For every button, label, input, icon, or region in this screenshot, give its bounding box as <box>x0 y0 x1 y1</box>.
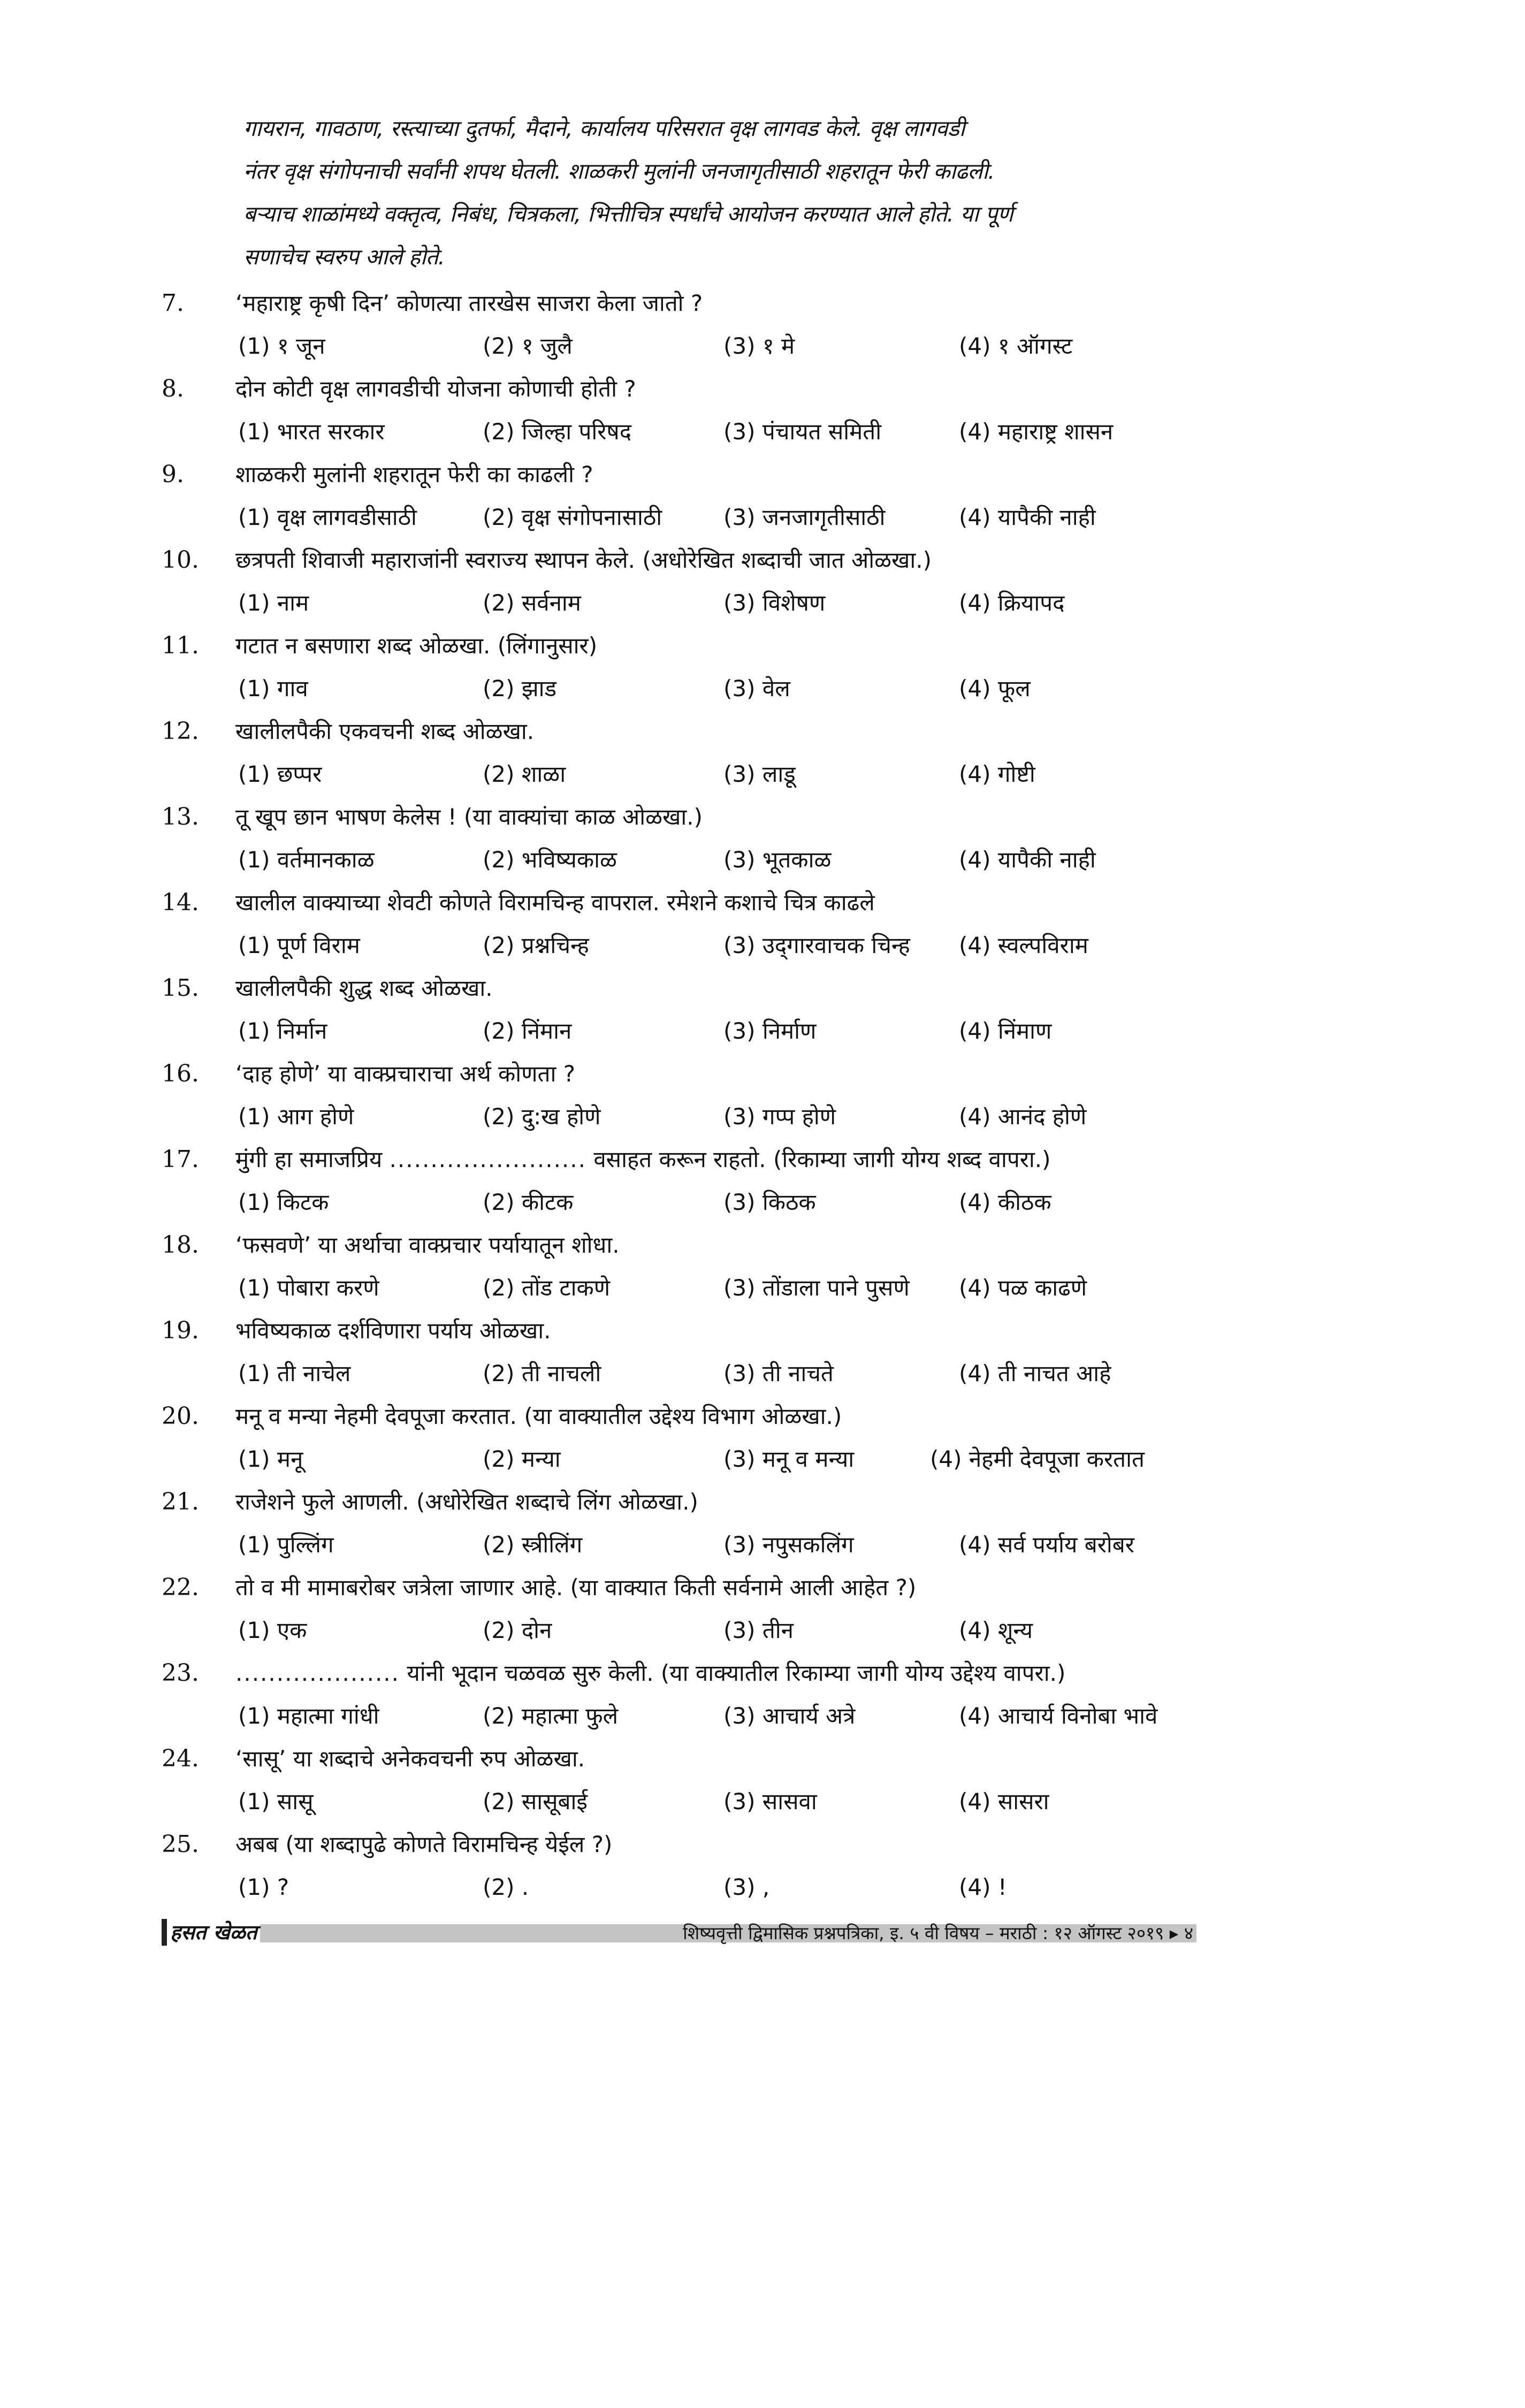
question-text: भविष्यकाळ दर्शविणारा पर्याय ओळखा. <box>235 1317 551 1344</box>
question-item <box>0 1395 1525 1481</box>
intro-line: नंतर वृक्ष संगोपनाची सर्वांनी शपथ घेतली. शाळकरी मुलांनी जनजागृतीसाठी शहरातून फेरी काढली. <box>243 158 995 184</box>
question-number: 13. <box>162 803 199 830</box>
question-item <box>0 1224 1525 1309</box>
option-3: (3) तोंडाला पाने पुसणे <box>723 1275 910 1301</box>
option-4: (4) यापैकी नाही <box>959 504 1096 530</box>
option-3: (3) पंचायत समिती <box>723 418 882 445</box>
option-2: (2) . <box>483 1874 529 1900</box>
question-item <box>0 624 1525 710</box>
question-number: 14. <box>162 889 199 916</box>
option-3: (3) किठक <box>723 1189 816 1215</box>
question-item <box>0 539 1525 624</box>
question-number: 20. <box>162 1403 199 1430</box>
blank-dots: .................... <box>235 1660 400 1686</box>
option-3: (3) आचार्य अत्रे <box>723 1703 856 1729</box>
question-text: तू खूप छान भाषण केलेस ! (या वाक्यांचा काळ ओळखा.) <box>235 804 703 830</box>
option-1: (1) नाम <box>238 590 309 616</box>
option-4: (4) ! <box>959 1874 1007 1900</box>
option-3: (3) मनू व मन्या <box>723 1446 855 1472</box>
question-item <box>0 1566 1525 1652</box>
option-4: (4) क्रियापद <box>959 590 1065 616</box>
question-text: ‘महाराष्ट्र कृषी दिन’ कोणत्या तारखेस साजरा केला जातो ? <box>235 290 703 316</box>
question-text-after: यांनी भूदान चळवळ सुरु केली. (या वाक्यातील रिकाम्या जागी योग्य उद्देश्य वापरा.) <box>400 1660 1066 1686</box>
question-number: 23. <box>162 1659 199 1687</box>
option-1: (1) निर्मान <box>238 1018 327 1044</box>
question-text-before: मुंगी हा समाजप्रिय <box>235 1146 390 1172</box>
footer-caption: शिष्यवृत्ती द्विमासिक प्रश्नपत्रिका, इ. ५ वी विषय – मराठी : १२ ऑगस्ट २०१९ ▸ ४ <box>683 1923 1193 1944</box>
question-text: गटात न बसणारा शब्द ओळखा. (लिंगानुसार) <box>235 633 598 659</box>
option-3: (3) वेल <box>723 675 790 702</box>
option-3: (3) विशेषण <box>723 590 826 616</box>
option-3: (3) निर्माण <box>723 1018 817 1044</box>
option-2: (2) तोंड टाकणे <box>483 1275 611 1301</box>
option-4: (4) पळ काढणे <box>959 1275 1087 1301</box>
option-2: (2) शाळा <box>483 761 566 787</box>
question-text: दोन कोटी वृक्ष लागवडीची योजना कोणाची होती ? <box>235 376 636 402</box>
question-text: खालीलपैकी एकवचनी शब्द ओळखा. <box>235 718 535 744</box>
option-2: (2) महात्मा फुले <box>483 1703 619 1729</box>
question-text-after: वसाहत करून राहतो. (रिकाम्या जागी योग्य शब्द वापरा.) <box>586 1146 1051 1172</box>
question-item <box>0 796 1525 881</box>
option-4: (4) कीठक <box>959 1189 1051 1215</box>
question-text: तो व मी मामाबरोबर जत्रेला जाणार आहे. (या वाक्यात किती सर्वनामे आली आहेत ?) <box>235 1574 917 1601</box>
intro-line: बऱ्याच शाळांमध्ये वक्तृत्व, निबंध, चित्रकला, भित्तीचित्र स्पर्धांचे आयोजन करण्यात आले होते. या पूर्ण <box>243 201 1013 227</box>
option-1: (1) गाव <box>238 675 308 702</box>
question-item <box>0 1738 1525 1823</box>
intro-line: गायरान, गावठाण, रस्त्याच्या दुतर्फा, मैदाने, कार्यालय परिसरात वृक्ष लागवड केले. वृक्ष लागवडी <box>243 116 965 141</box>
page-footer <box>162 1921 1196 1946</box>
question-item <box>0 1481 1525 1566</box>
option-1: (1) महात्मा गांधी <box>238 1703 379 1729</box>
option-1: (1) पोबारा करणे <box>238 1275 379 1301</box>
question-number: 18. <box>162 1231 199 1259</box>
option-1: (1) ती नाचेल <box>238 1360 351 1386</box>
option-1: (1) मनू <box>238 1446 303 1472</box>
question-number: 16. <box>162 1060 199 1087</box>
option-4: (4) स्वल्पविराम <box>959 932 1088 958</box>
question-number: 25. <box>162 1831 199 1858</box>
option-2: (2) सासूबाई <box>483 1788 588 1815</box>
option-2: (2) सर्वनाम <box>483 590 581 616</box>
option-4: (4) आचार्य विनोबा भावे <box>959 1703 1158 1729</box>
option-1: (1) किटक <box>238 1189 329 1215</box>
option-3: (3) तीन <box>723 1617 794 1643</box>
option-3: (3) जनजागृतीसाठी <box>723 504 886 530</box>
question-number: 7. <box>162 289 184 317</box>
question-item <box>0 881 1525 967</box>
option-3: (3) सासवा <box>723 1788 817 1815</box>
question-text: ‘दाह होणे’ या वाक्प्रचाराचा अर्थ कोणता ? <box>235 1061 575 1087</box>
option-2: (2) स्त्रीलिंग <box>483 1531 583 1558</box>
question-text: खालील वाक्याच्या शेवटी कोणते विरामचिन्ह वापराल. रमेशने कशाचे चित्र काढले <box>235 889 875 916</box>
question-item <box>0 710 1525 796</box>
option-4: (4) निंमाण <box>959 1018 1052 1044</box>
question-number: 8. <box>162 375 184 402</box>
option-2: (2) भविष्यकाळ <box>483 847 617 873</box>
option-2: (2) वृक्ष संगोपनासाठी <box>483 504 662 530</box>
option-4: (4) सासरा <box>959 1788 1049 1815</box>
option-3: (3) लाडू <box>723 761 796 787</box>
option-2: (2) दु:ख होणे <box>483 1103 601 1130</box>
question-item <box>0 1053 1525 1138</box>
question-item <box>0 1652 1525 1738</box>
blank-dots: ........................ <box>389 1146 586 1172</box>
option-1: (1) ? <box>238 1874 289 1900</box>
option-4: (4) महाराष्ट्र शासन <box>959 418 1114 445</box>
option-2: (2) निंमान <box>483 1018 572 1044</box>
question-text: खालीलपैकी शुद्ध शब्द ओळखा. <box>235 975 493 1001</box>
question-item <box>0 453 1525 539</box>
option-2: (2) ती नाचली <box>483 1360 601 1386</box>
option-4: (4) गोष्टी <box>959 761 1035 787</box>
option-2: (2) प्रश्नचिन्ह <box>483 932 589 958</box>
option-3: (3) भूतकाळ <box>723 847 832 873</box>
question-number: 19. <box>162 1317 199 1344</box>
option-2: (2) जिल्हा परिषद <box>483 418 632 445</box>
option-3: (3) नपुसकलिंग <box>723 1531 854 1558</box>
question-text: शाळकरी मुलांनी शहरातून फेरी का काढली ? <box>235 461 593 487</box>
question-item <box>0 282 1525 368</box>
option-4: (4) सर्व पर्याय बरोबर <box>959 1531 1134 1558</box>
question-text: राजेशने फुले आणली. (अधोरेखित शब्दाचे लिंग ओळखा.) <box>235 1489 698 1515</box>
option-1: (1) एक <box>238 1617 307 1643</box>
question-item <box>0 1823 1525 1909</box>
question-text: मनू व मन्या नेहमी देवपूजा करतात. (या वाक्यातील उद्देश्य विभाग ओळखा.) <box>235 1403 842 1429</box>
option-4: (4) शून्य <box>959 1617 1033 1643</box>
question-number: 11. <box>162 632 199 659</box>
option-4: (4) यापैकी नाही <box>959 847 1096 873</box>
option-2: (2) दोन <box>483 1617 552 1643</box>
question-number: 9. <box>162 461 184 488</box>
question-number: 24. <box>162 1745 199 1772</box>
question-number: 22. <box>162 1574 199 1601</box>
question-number: 21. <box>162 1488 199 1515</box>
option-1: (1) वर्तमानकाळ <box>238 847 375 873</box>
question-item <box>0 967 1525 1053</box>
option-2: (2) मन्या <box>483 1446 561 1472</box>
question-number: 17. <box>162 1146 199 1173</box>
question-text <box>235 1652 1252 1695</box>
question-text: अबब (या शब्दापुढे कोणते विरामचिन्ह येईल ?) <box>235 1831 613 1857</box>
question-text: ‘फसवणे’ या अर्थाचा वाक्प्रचार पर्यायातून शोधा. <box>235 1232 620 1258</box>
question-text: ‘सासू’ या शब्दाचे अनेकवचनी रुप ओळखा. <box>235 1746 585 1772</box>
question-number: 10. <box>162 546 199 574</box>
question-text <box>235 1138 1252 1181</box>
intro-paragraph <box>243 107 1223 278</box>
footer-logo: हसत खेळत <box>162 1919 260 1946</box>
option-3: (3) गप्प होणे <box>723 1103 836 1130</box>
option-3: (3) ती नाचते <box>723 1360 834 1386</box>
question-number: 12. <box>162 718 199 745</box>
option-1: (1) वृक्ष लागवडीसाठी <box>238 504 417 530</box>
question-item <box>0 1138 1525 1224</box>
option-3: (3) उद्‌गारवाचक चिन्ह <box>723 932 910 958</box>
option-1: (1) सासू <box>238 1788 314 1815</box>
question-number: 15. <box>162 974 199 1002</box>
question-item <box>0 1309 1525 1395</box>
question-item <box>0 368 1525 453</box>
intro-line: सणाचेच स्वरुप आले होते. <box>243 244 445 270</box>
question-text: छत्रपती शिवाजी महाराजांनी स्वराज्य स्थापन केले. (अधोरेखित शब्दाची जात ओळखा.) <box>235 547 932 573</box>
option-2: (2) झाड <box>483 675 556 702</box>
option-4: (4) फूल <box>959 675 1031 702</box>
option-4: (4) नेहमी देवपूजा करतात <box>930 1446 1145 1472</box>
option-1: (1) छप्पर <box>238 761 322 787</box>
option-1: (1) पूर्ण विराम <box>238 932 360 958</box>
option-4: (4) ती नाचत आहे <box>959 1360 1111 1386</box>
option-1: (1) भारत सरकार <box>238 418 385 445</box>
option-1: (1) पुल्लिंग <box>238 1531 334 1558</box>
option-2: (2) कीटक <box>483 1189 574 1215</box>
option-2: (2) १ जुलै <box>483 333 573 359</box>
option-1: (1) १ जून <box>238 333 325 359</box>
option-4: (4) १ ऑगस्ट <box>959 333 1073 359</box>
option-4: (4) आनंद होणे <box>959 1103 1087 1130</box>
option-3: (3) , <box>723 1874 770 1900</box>
option-3: (3) १ मे <box>723 333 795 359</box>
option-1: (1) आग होणे <box>238 1103 354 1130</box>
